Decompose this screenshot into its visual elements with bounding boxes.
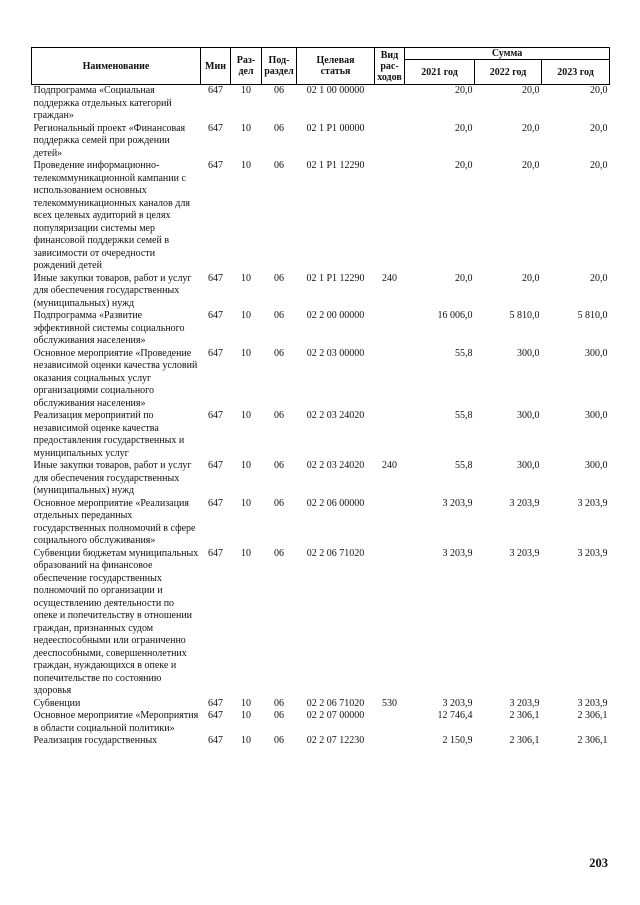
row-sum-2023: 3 203,9 (577, 697, 608, 709)
row-sum-2021: 20,0 (455, 85, 473, 96)
row-target: 02 2 00 00000 (306, 310, 365, 321)
row-target: 02 1 00 00000 (306, 85, 365, 96)
table-body (32, 85, 610, 748)
row-razdel: 10 (241, 697, 251, 709)
row-podrazdel: 06 (274, 460, 284, 471)
table-row (32, 273, 610, 311)
row-target: 02 2 03 24020 (306, 410, 365, 421)
row-razdel: 10 (241, 160, 251, 171)
page-number: 203 (589, 856, 608, 870)
row-sum-2021: 55,8 (455, 460, 473, 471)
row-min: 647 (208, 272, 223, 284)
row-name: Иные закупки товаров, работ и услуг для обеспечения государственных (муниципальных) нужд (33, 460, 192, 496)
row-podrazdel: 06 (274, 497, 284, 509)
table-row (32, 548, 610, 698)
row-target: 02 2 06 71020 (306, 697, 365, 709)
row-vid (375, 348, 405, 411)
row-sum-2023: 20,0 (590, 160, 608, 171)
table-row (32, 735, 610, 748)
row-name: Субвенции бюджетам муниципальных образований на финансовое обеспечение государственных полномочий по организации и осуществлению деятельности по опеке и попечительству в отношении граждан, признанных судом недееспособными или ограниченно дееспособными, совершеннолетних граждан, нуждающихся в опеке и попечительстве по состоянию здоровья (33, 547, 199, 696)
table-row (32, 460, 610, 498)
row-sum-2021: 16 006,0 (437, 310, 473, 321)
row-sum-2023: 300,0 (585, 410, 608, 421)
row-sum-2023: 2 306,1 (577, 710, 608, 721)
header-2021: 2021 год (405, 60, 475, 85)
row-name: Реализация мероприятий по независимой оценке качества предоставления государственных и муниципальных услуг (33, 410, 185, 459)
row-sum-2021: 20,0 (455, 160, 473, 171)
row-razdel: 10 (241, 710, 251, 721)
table-row (32, 348, 610, 411)
row-podrazdel: 06 (274, 347, 284, 359)
row-min: 647 (208, 85, 223, 96)
row-sum-2022: 20,0 (522, 85, 540, 96)
row-sum-2022: 300,0 (517, 460, 540, 471)
row-razdel: 10 (241, 410, 251, 421)
row-target: 02 1 P1 00000 (306, 122, 365, 134)
row-sum-2023: 3 203,9 (577, 547, 608, 559)
header-2023: 2023 год (542, 60, 610, 85)
row-razdel: 10 (241, 547, 251, 559)
row-target: 02 2 07 12230 (306, 735, 365, 746)
row-podrazdel: 06 (274, 710, 284, 721)
row-sum-2023: 300,0 (585, 460, 608, 471)
header-2022: 2022 год (475, 60, 542, 85)
row-sum-2021: 3 203,9 (442, 547, 473, 559)
row-sum-2022: 3 203,9 (509, 497, 540, 509)
row-target: 02 2 03 00000 (306, 347, 365, 359)
row-target: 02 2 06 00000 (306, 497, 365, 509)
row-podrazdel: 06 (274, 735, 284, 746)
row-min: 647 (208, 710, 223, 721)
row-name: Реализация государственных (33, 735, 158, 746)
row-sum-2023: 20,0 (590, 85, 608, 96)
row-min: 647 (208, 410, 223, 421)
row-min: 647 (208, 310, 223, 321)
table-row (32, 85, 610, 123)
table-row (32, 710, 610, 735)
row-name: Основное мероприятие «Реализация отдельных переданных государственных полномочий в сфере социального обслуживания» (33, 497, 196, 546)
row-vid (375, 735, 405, 748)
row-vid (375, 498, 405, 548)
row-podrazdel: 06 (274, 410, 284, 421)
row-sum-2022: 300,0 (517, 347, 540, 359)
row-name: Субвенции (33, 697, 81, 709)
row-target: 02 2 03 24020 (306, 460, 365, 471)
row-sum-2022: 20,0 (522, 272, 540, 284)
row-name: Основное мероприятие «Проведение независимой оценки качества условий оказания социальных услуг организациями социального обслуживания населения» (33, 347, 198, 409)
row-vid: 240 (382, 272, 397, 284)
row-razdel: 10 (241, 497, 251, 509)
row-razdel: 10 (241, 310, 251, 321)
row-min: 647 (208, 497, 223, 509)
row-razdel: 10 (241, 122, 251, 134)
table-row (32, 498, 610, 548)
row-vid (375, 548, 405, 698)
row-target: 02 2 06 71020 (306, 547, 365, 559)
row-sum-2023: 20,0 (590, 272, 608, 284)
row-sum-2021: 3 203,9 (442, 497, 473, 509)
row-podrazdel: 06 (274, 697, 284, 709)
row-razdel: 10 (241, 347, 251, 359)
row-sum-2022: 3 203,9 (509, 547, 540, 559)
row-podrazdel: 06 (274, 272, 284, 284)
row-target: 02 1 P1 12290 (306, 160, 365, 171)
row-razdel: 10 (241, 460, 251, 471)
row-name: Иные закупки товаров, работ и услуг для обеспечения государственных (муниципальных) нужд (33, 272, 192, 309)
row-vid (375, 310, 405, 348)
table-row (32, 160, 610, 273)
row-sum-2023: 2 306,1 (577, 735, 608, 746)
row-sum-2022: 20,0 (522, 160, 540, 171)
header-razdel: Раз- дел (231, 48, 262, 85)
table-header (32, 48, 610, 85)
row-min: 647 (208, 460, 223, 471)
header-vid: Вид рас- ходов (375, 48, 405, 85)
row-vid (375, 85, 405, 123)
row-sum-2022: 2 306,1 (509, 710, 540, 721)
row-sum-2021: 55,8 (455, 347, 473, 359)
row-podrazdel: 06 (274, 547, 284, 559)
row-sum-2021: 20,0 (455, 122, 473, 134)
row-name: Основное мероприятие «Мероприятия в области социальной политики» (33, 710, 199, 734)
row-sum-2023: 300,0 (585, 347, 608, 359)
row-sum-2021: 3 203,9 (442, 697, 473, 709)
row-sum-2021: 55,8 (455, 410, 473, 421)
row-podrazdel: 06 (274, 160, 284, 171)
row-sum-2022: 2 306,1 (509, 735, 540, 746)
table-row (32, 410, 610, 460)
row-podrazdel: 06 (274, 122, 284, 134)
row-razdel: 10 (241, 272, 251, 284)
row-vid (375, 410, 405, 460)
row-sum-2023: 5 810,0 (577, 310, 608, 321)
row-podrazdel: 06 (274, 85, 284, 96)
row-target: 02 1 P1 12290 (306, 272, 365, 284)
row-min: 647 (208, 697, 223, 709)
row-min: 647 (208, 547, 223, 559)
header-min: Мин (201, 48, 231, 85)
row-sum-2021: 2 150,9 (442, 735, 473, 746)
row-sum-2022: 300,0 (517, 410, 540, 421)
row-sum-2023: 3 203,9 (577, 497, 608, 509)
row-vid: 530 (382, 697, 397, 709)
header-sum: Сумма (405, 48, 610, 60)
table-row (32, 123, 610, 161)
budget-table (31, 47, 610, 748)
row-vid (375, 123, 405, 161)
row-vid (375, 710, 405, 735)
table-row (32, 698, 610, 711)
table-row (32, 310, 610, 348)
row-sum-2022: 5 810,0 (509, 310, 540, 321)
row-podrazdel: 06 (274, 310, 284, 321)
row-sum-2021: 12 746,4 (437, 710, 473, 721)
row-sum-2022: 3 203,9 (509, 697, 540, 709)
row-name: Подпрограмма «Развитие эффективной системы социального обслуживания населения» (33, 310, 185, 346)
header-name: Наименование (32, 48, 201, 85)
row-sum-2021: 20,0 (455, 272, 473, 284)
header-podrazdel: Под- раздел (262, 48, 297, 85)
row-min: 647 (208, 122, 223, 134)
row-name: Подпрограмма «Социальная поддержка отдельных категорий граждан» (33, 85, 172, 121)
row-razdel: 10 (241, 85, 251, 96)
row-min: 647 (208, 347, 223, 359)
row-vid (375, 160, 405, 273)
row-sum-2023: 20,0 (590, 122, 608, 134)
row-name: Региональный проект «Финансовая поддержка семей при рождении детей» (33, 122, 186, 159)
row-razdel: 10 (241, 735, 251, 746)
row-name: Проведение информационно-телекоммуникационной кампании с использованием основных телекоммуникационных каналов для всех целевых аудиторий в целях популяризации системы мер финансовой поддержки семей в зависимости от очередности рождений детей (33, 160, 190, 271)
row-vid: 240 (382, 460, 397, 471)
row-min: 647 (208, 735, 223, 746)
row-target: 02 2 07 00000 (306, 710, 365, 721)
row-sum-2022: 20,0 (522, 122, 540, 134)
header-target: Целевая статья (297, 48, 375, 85)
row-min: 647 (208, 160, 223, 171)
